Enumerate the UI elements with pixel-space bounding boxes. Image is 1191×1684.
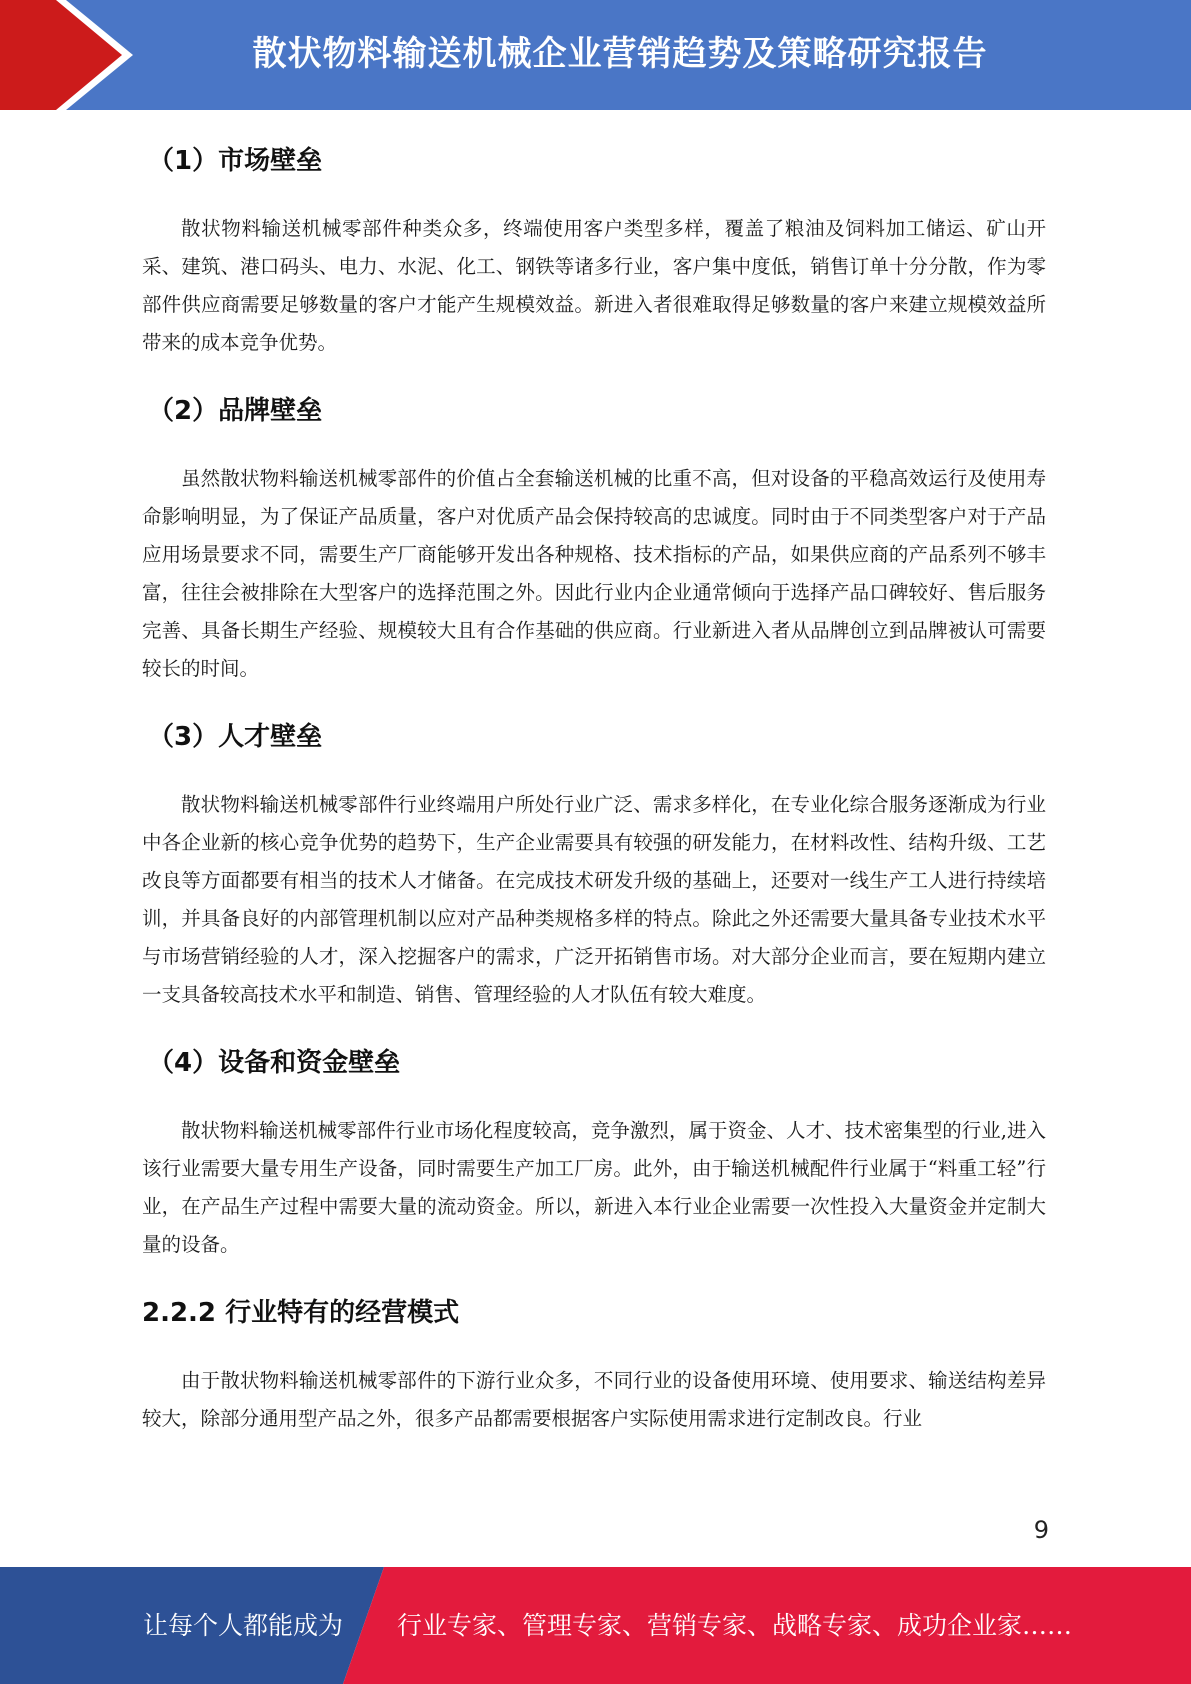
report-title: 散状物料输送机械企业营销趋势及策略研究报告 bbox=[252, 34, 988, 74]
subsection-paragraph-business-model: 由于散状物料输送机械零部件的下游行业众多，不同行业的设备使用环境、使用要求、输送结构差异较大，除部分通用型产品之外，很多产品都需要根据客户实际使用需求进行定制改良。行业 bbox=[142, 1369, 1046, 1430]
section-paragraph-market-barrier: 散状物料输送机械零部件种类众多，终端使用客户类型多样，覆盖了粮油及饲料加工储运、矿山开采、建筑、港口码头、电力、水泥、化工、钢铁等诸多行业，客户集中度低，销售订单十分分散，作为零部件供应商需要足够数量的客户才能产生规模效益。新进入者很难取得足够数量的客户来建立规模效益所带来的成本竞争优势。 bbox=[142, 217, 1046, 354]
footer-slogan: 让每个人都能成为 bbox=[143, 1611, 344, 1640]
page-number: 9 bbox=[1033, 1516, 1049, 1544]
section-paragraph-equipment-capital-barrier: 散状物料输送机械零部件行业市场化程度较高，竞争激烈，属于资金、人才、技术密集型的行业,进入该行业需要大量专用生产设备，同时需要生产加工厂房。此外，由于输送机械配件行业属于“料重工轻”行业，在产品生产过程中需要大量的流动资金。所以，新进入本行业企业需要一次性投入大量资金并定制大量的设备。 bbox=[142, 1119, 1046, 1256]
section-heading-market-barrier: （1）市场壁垒 bbox=[148, 146, 323, 176]
footer-roles: 行业专家、管理专家、营销专家、战略专家、成功企业家…… bbox=[397, 1611, 1073, 1640]
section-paragraph-brand-barrier: 虽然散状物料输送机械零部件的价值占全套输送机械的比重不高，但对设备的平稳高效运行及使用寿命影响明显，为了保证产品质量，客户对优质产品会保持较高的忠诚度。同时由于不同类型客户对于产品应用场景要求不同，需要生产厂商能够开发出各种规格、技术指标的产品，如果供应商的产品系列不够丰富，往往会被排除在大型客户的选择范围之外。因此行业内企业通常倾向于选择产品口碑较好、售后服务完善、具备长期生产经验、规模较大且有合作基础的供应商。行业新进入者从品牌创立到品牌被认可需要较长的时间。 bbox=[142, 467, 1046, 680]
section-heading-brand-barrier: （2）品牌壁垒 bbox=[148, 396, 323, 426]
chevron-arrow-icon bbox=[0, 0, 150, 110]
header-banner bbox=[0, 0, 1191, 110]
footer-banner bbox=[0, 1567, 1191, 1684]
subsection-heading-business-model: 2.2.2 行业特有的经营模式 bbox=[142, 1298, 460, 1328]
document-body bbox=[142, 118, 1046, 1456]
section-heading-equipment-capital-barrier: （4）设备和资金壁垒 bbox=[148, 1048, 401, 1078]
section-heading-talent-barrier: （3）人才壁垒 bbox=[148, 722, 323, 752]
section-paragraph-talent-barrier: 散状物料输送机械零部件行业终端用户所处行业广泛、需求多样化，在专业化综合服务逐渐成为行业中各企业新的核心竞争优势的趋势下，生产企业需要具有较强的研发能力，在材料改性、结构升级、工艺改良等方面都要有相当的技术人才储备。在完成技术研发升级的基础上，还要对一线生产工人进行持续培训，并具备良好的内部管理机制以应对产品种类规格多样的特点。除此之外还需要大量具备专业技术水平与市场营销经验的人才，深入挖掘客户的需求，广泛开拓销售市场。对大部分企业而言，要在短期内建立一支具备较高技术水平和制造、销售、管理经验的人才队伍有较大难度。 bbox=[142, 793, 1046, 1006]
